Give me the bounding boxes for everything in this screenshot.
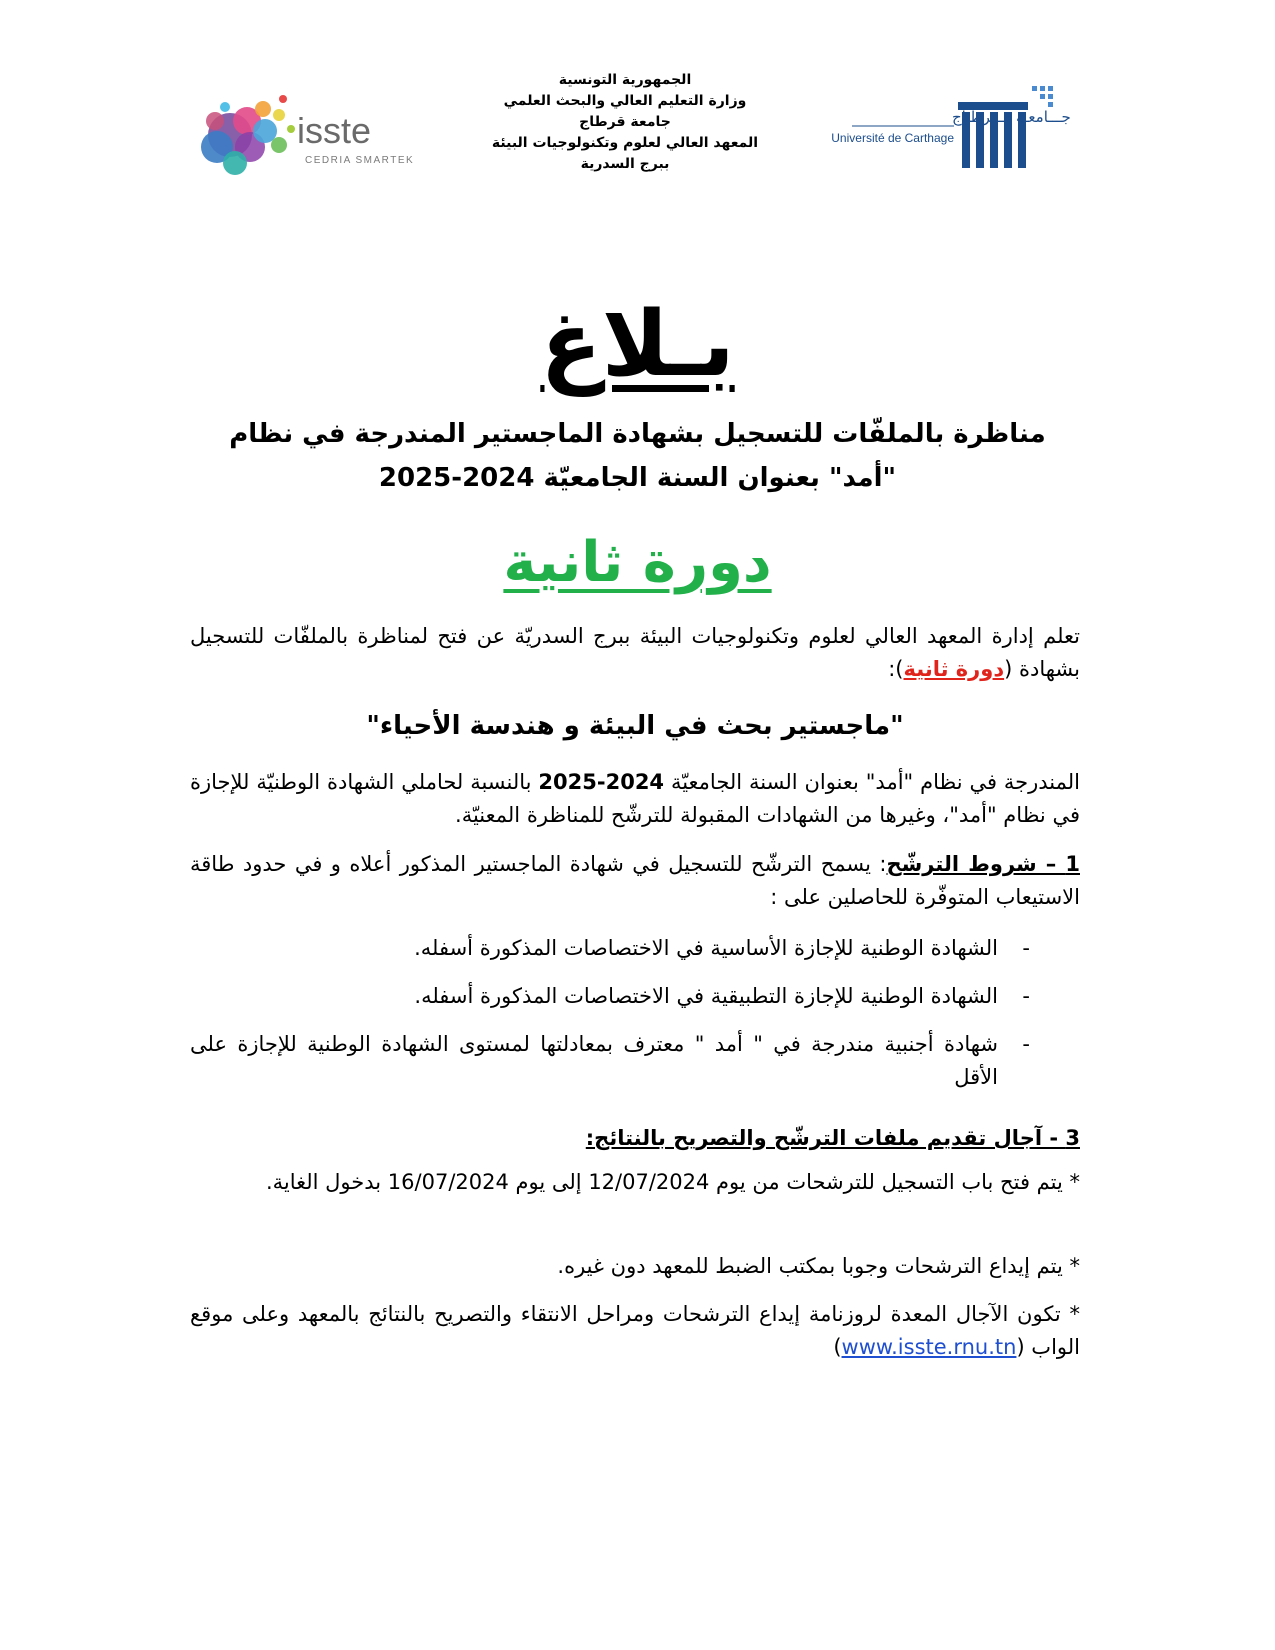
header-line-ministry: وزارة التعليم العالي والبحث العلمي	[503, 93, 747, 109]
calendar-text: * تكون الآجال المعدة لروزنامة إيداع الترشحات ومراحل الانتقاء والتصريح بالنتائج بالمعهد وعلى موقع الواب (	[190, 1302, 1080, 1359]
isste-logo-graphic	[195, 85, 440, 185]
competition-subtitle	[195, 412, 1080, 500]
announcement-title-text: بـلاغ	[540, 292, 735, 397]
list-item	[190, 980, 1080, 1013]
header-line-institute: المعهد العالي لعلوم وتكنولوجيات البيئة	[491, 135, 759, 151]
list-item-text: الشهادة الوطنية للإجازة التطبيقية في الاختصاصات المذكورة أسفله.	[414, 984, 998, 1008]
deadlines-heading: 3 - آجال تقديم ملفات الترشّح والتصريح بالنتائج:	[585, 1126, 1080, 1150]
isste-logo	[195, 85, 440, 185]
header-line-university: جامعة قرطاج	[579, 114, 671, 130]
intro-text: تعلم إدارة المعهد العالي لعلوم وتكنولوجيات البيئة ببرج السدريّة عن فتح لمناظرة بالملفّات للتسجيل بشهادة (	[190, 624, 1080, 681]
eligible-degrees-list	[190, 932, 1080, 1109]
intro-paragraph	[190, 620, 1080, 686]
intro-text-end: ):	[888, 657, 904, 681]
carthage-logo-graphic	[831, 80, 1080, 180]
subtitle-line-1: مناظرة بالملفّات للتسجيل بشهادة الماجستير المندرجة في نظام	[229, 419, 1046, 449]
conditions-text: : يسمح الترشّح للتسجيل في شهادة الماجستير المذكور أعلاه و في حدود طاقة الاستيعاب المتوفّرة للحاصلين على :	[190, 852, 1080, 909]
list-item	[190, 1028, 1080, 1094]
bullet-dash: -	[1022, 936, 1030, 960]
lmd-text-end: بالنسبة لحاملي الشهادة الوطنيّة للإجازة في نظام "أمد"، وغيرها من الشهادات المقبولة للترشّح للمناظرة المعنيّة.	[190, 770, 1080, 827]
conditions-heading: 1 – شروط الترشّح	[886, 852, 1080, 876]
lmd-text-start: المندرجة في نظام "أمد" بعنوان السنة الجامعيّة	[664, 770, 1080, 794]
bullet-dash: -	[1022, 1032, 1030, 1056]
intro-session-highlight: دورة ثانية	[903, 657, 1005, 681]
lmd-paragraph	[190, 766, 1080, 832]
bullet-dash: -	[1022, 984, 1030, 1008]
list-item-text: شهادة أجنبية مندرجة في " أمد " معترف بمعادلتها لمستوى الشهادة الوطنية للإجازة على الأقل	[190, 1032, 998, 1089]
master-program-title: "ماجستير بحث في البيئة و هندسة الأحياء"	[366, 711, 904, 741]
conditions-paragraph	[190, 848, 1080, 914]
session-label	[0, 528, 1275, 598]
list-item	[190, 932, 1080, 965]
isste-logo-wordmark: isste	[297, 110, 372, 151]
ministry-header	[440, 70, 810, 175]
header-line-republic: الجمهورية التونسية	[558, 72, 692, 88]
deadline-calendar	[190, 1298, 1080, 1364]
academic-year: 2024-2025	[538, 770, 665, 794]
header-line-location: ببرج السدرية	[580, 156, 670, 172]
deadline-submission: * يتم إيداع الترشحات وجوبا بمكتب الضبط للمعهد دون غيره.	[557, 1254, 1080, 1278]
subtitle-line-2: "أمد" بعنوان السنة الجامعيّة 2024-2025	[378, 463, 897, 493]
deadline-registration: * يتم فتح باب التسجيل للترشحات من يوم 12/07/2024 إلى يوم 16/07/2024 بدخول الغاية.	[265, 1170, 1080, 1194]
carthage-logo-french: Université de Carthage	[831, 131, 954, 145]
carthage-university-logo	[831, 80, 1080, 180]
calendar-text-end: )	[833, 1335, 842, 1359]
announcement-title	[0, 292, 1275, 397]
isste-logo-tagline: CEDRIA SMARTEK	[305, 155, 415, 166]
list-item-text: الشهادة الوطنية للإجازة الأساسية في الاختصاصات المذكورة أسفله.	[414, 936, 998, 960]
session-label-text: دورة ثانية	[503, 530, 772, 595]
website-link[interactable]: www.isste.rnu.tn	[841, 1335, 1017, 1359]
carthage-logo-arabic: جـــامعـة قـــرطـاج	[952, 108, 1071, 126]
